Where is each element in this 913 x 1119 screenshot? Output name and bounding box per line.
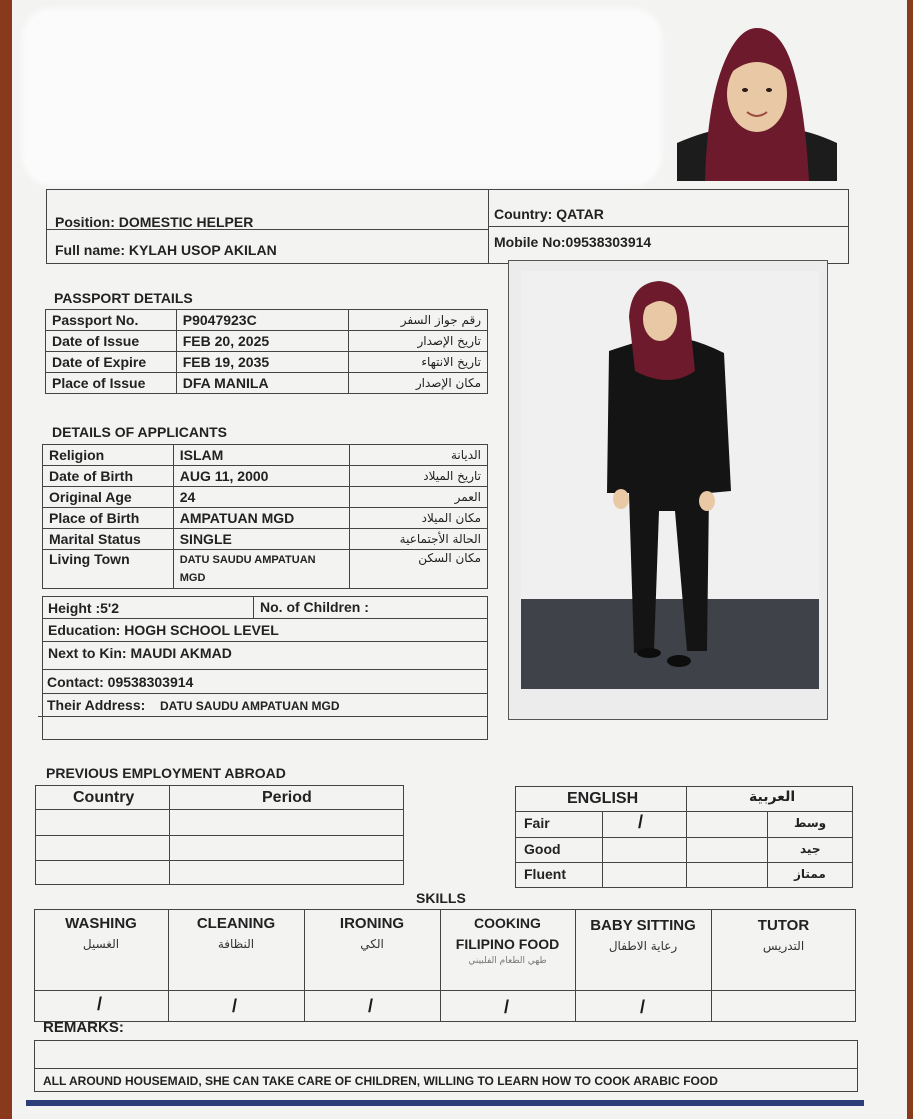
table-row: Date of Issue FEB 20, 2025 تاريخ الإصدار [46,331,488,352]
row-divider [42,669,488,670]
lang-row-good: Good [524,841,561,857]
row-divider [35,835,404,836]
col-divider [602,811,603,888]
employment-col-period: Period [262,789,312,806]
position-field: Position: DOMESTIC HELPER [55,214,254,230]
skill-baby-sitting: BABY SITTING [590,917,696,934]
skill-cooking-sub: FILIPINO FOOD [455,936,560,952]
skill-cleaning: CLEANING [196,915,276,932]
header-divider-vertical [488,189,489,264]
skill-cleaning-ar: النظافة [217,937,255,951]
skill-ironing: IRONING [339,915,405,932]
table-row: Marital Status SINGLE الحالة الأجتماعية [43,529,488,550]
applicant-table [42,444,488,589]
full-name-field: Full name: KYLAH USOP AKILAN [55,242,277,258]
arabic-header: العربية [749,789,796,805]
applicant-section-title: DETAILS OF APPLICANTS [52,424,227,440]
mobile-field: Mobile No:09538303914 [494,234,652,250]
skill-baby-sitting-ar: رعاية الاطفال [608,939,678,953]
skill-cooking-ar: طهي الطعام الفلبيني [468,956,547,966]
portrait-icon [677,28,837,181]
children-field: No. of Children : [260,599,369,615]
row-divider [38,716,488,717]
row-divider [34,1068,858,1069]
lang-ar-good: جيد [800,842,821,856]
country-field: Country: QATAR [494,206,604,222]
table-row: Place of Issue DFA MANILA مكان الإصدار [46,373,488,394]
redacted-area [22,8,662,186]
skills-title: SKILLS [416,890,466,906]
table-row: Date of Birth AUG 11, 2000 تاريخ الميلاد [43,466,488,487]
skill-tutor: TUTOR [757,917,810,934]
table-row: Religion ISLAM الديانة [43,445,488,466]
height-field: Height :5'2 [48,600,120,616]
skill-tutor-ar: التدريس [762,939,805,953]
skill-cooking-mark: / [504,997,510,1017]
remarks-text: ALL AROUND HOUSEMAID, SHE CAN TAKE CARE OF CHILDREN, WILLING TO LEARN HOW TO COOK ARABIC FOOD [43,1074,718,1088]
address-label: Their Address: [47,697,146,713]
header-divider-right [488,226,849,227]
skill-ironing-ar: الكي [360,937,384,951]
employment-col-country: Country [73,789,135,806]
table-row: Living Town DATU SAUDU AMPATUAN MGD مكان السكن [43,550,488,589]
col-divider [767,811,768,888]
row-divider [42,641,488,642]
table-row: Place of Birth AMPATUAN MGD مكان الميلاد [43,508,488,529]
passport-section-title: PASSPORT DETAILS [54,290,193,306]
skill-cleaning-mark: / [232,996,238,1016]
lang-ar-fair: وسط [794,816,827,830]
skill-washing: WASHING [65,915,137,932]
lang-row-fair: Fair [524,815,550,831]
table-row: Date of Expire FEB 19, 2035 تاريخ الانتهاء [46,352,488,373]
row-divider [42,618,488,619]
row-divider [515,811,853,812]
full-body-photo [508,260,828,720]
english-fair-mark: / [638,812,644,832]
skill-ironing-mark: / [368,996,374,1016]
english-header: ENGLISH [567,790,639,807]
row-divider [35,809,404,810]
row-divider [42,693,488,694]
education-field: Education: HOGH SCHOOL LEVEL [48,622,279,638]
col-divider [169,785,170,885]
row-divider [515,837,853,838]
row-divider [515,862,853,863]
table-row: Original Age 24 العمر [43,487,488,508]
remarks-label: REMARKS: [43,1019,124,1036]
skill-washing-ar: الغسيل [82,937,120,951]
row-divider [35,860,404,861]
lang-row-fluent: Fluent [524,866,566,882]
passport-table [45,309,488,394]
col-divider [686,786,687,888]
col-divider [253,596,254,618]
employment-section-title: PREVIOUS EMPLOYMENT ABROAD [46,765,286,781]
skill-washing-mark: / [97,994,103,1014]
table-row: Passport No. P9047923C رقم جواز السفر [46,310,488,331]
portrait-photo [677,28,837,181]
lang-ar-fluent: ممتاز [794,867,826,881]
contact-field: Contact: 09538303914 [47,674,194,690]
address-value: DATU SAUDU AMPATUAN MGD [160,699,340,713]
skill-cooking: COOKING [474,915,541,931]
footer-bar [26,1100,864,1106]
row-divider [34,990,856,991]
next-of-kin-field: Next to Kin: MAUDI AKMAD [48,645,232,661]
full-body-icon [509,261,827,719]
skill-baby-sitting-mark: / [640,997,646,1017]
